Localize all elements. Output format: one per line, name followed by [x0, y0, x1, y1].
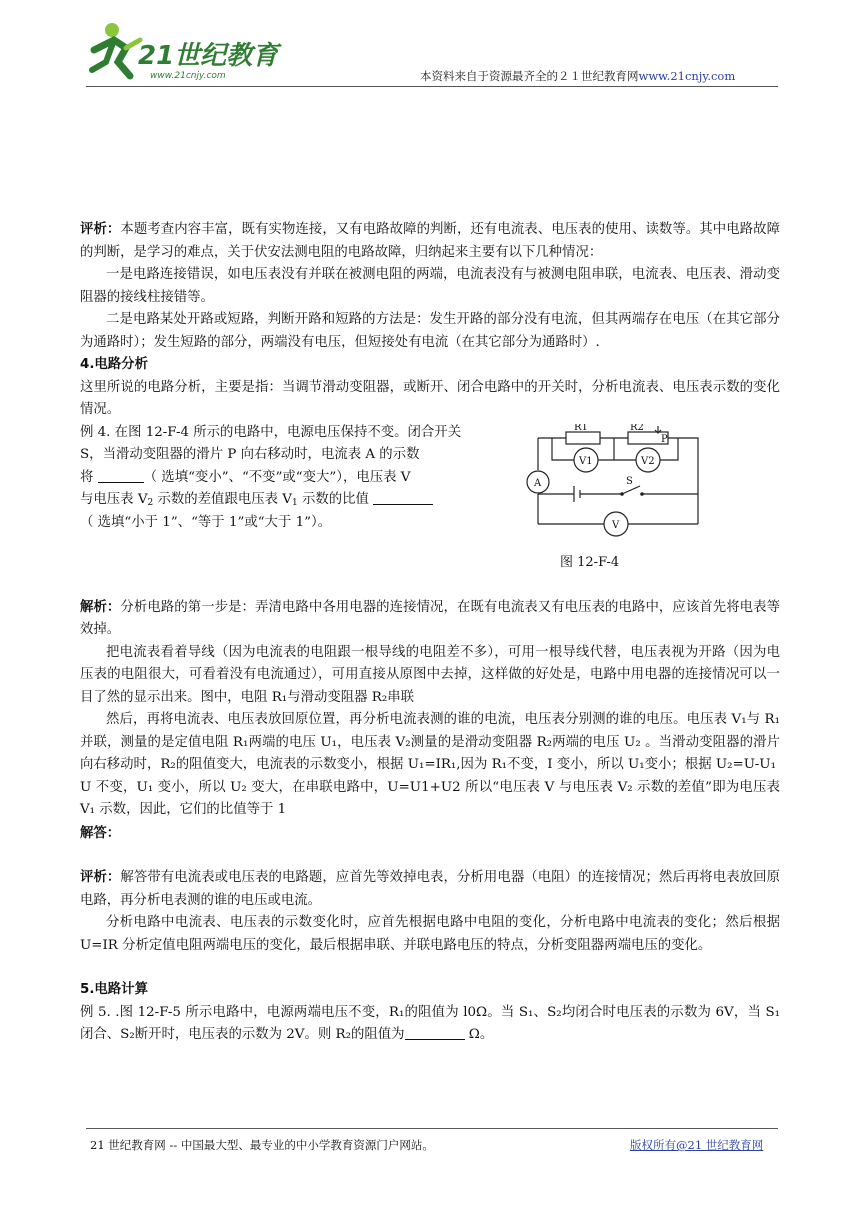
header-divider: [86, 86, 778, 87]
analysis-paragraph-4: U 不变，U₁ 变小，所以 U₂ 变大，在串联电路中，U=U1+U2 所以“电压表 V 与电压表 V₂ 示数的差值”即为电压表 V₁ 示数，因此，它们的比值等于 1: [80, 779, 780, 817]
label-a: A: [534, 477, 542, 489]
comment-paragraph-1: 评析：本题考查内容丰富，既有实物连接，又有电路故障的判断，还有电流表、电压表的使用、读数等。其中电路故障的判断，是学习的难点，关于伏安法测电阻的电路故障，归纳起来主要有以下几种情况：: [80, 221, 780, 260]
comment2-paragraph-1: 评析：解答带有电流表或电压表的电路题，应首先等效掉电表，分析用电器（电阻）的连接情况；然后再将电表放回原电路，再分析电表测的谁的电压或电流。: [80, 869, 780, 908]
footer-copyright-link[interactable]: 版权所有@21 世纪教育网: [630, 1138, 764, 1152]
example-5: 例 5. .图 12-F-5 所示电路中，电源两端电压不变，R₁的阻值为 l0Ω。当 S₁、S₂均闭合时电压表的示数为 6V，当 S₁闭合、S₂断开时，电压表的示数为 2V。则 R₂的阻值为 Ω。: [80, 1004, 780, 1042]
resistor-r1: [566, 432, 600, 444]
footer-text: 21 世纪教育网 -- 中国最大型、最专业的中小学教育资源门户网站。: [90, 1138, 434, 1152]
site-logo: [84, 18, 284, 88]
comment-paragraph-2: 一是电路连接错误，如电压表没有并联在被测电阻的两端，电流表没有与被测电阻串联，电流表、电压表、滑动变阻器的接线柱接错等。: [80, 267, 780, 305]
label-v: V: [612, 519, 620, 531]
analysis-paragraph-2: 把电流表看着导线（因为电流表的电阻跟一根导线的电阻差不多），可用一根导线代替，电压表视为开路（因为电压表的电阻很大，可看着没有电流通过），可用直接从原图中去掉，这样做的好处是，电路中用电器的连接情况可以一目了然的显示出来。图中，电阻 R₁与滑动变阻器 R₂串联: [80, 644, 780, 705]
example-4: [80, 422, 780, 574]
section-heading-5: 5.电路计算: [80, 982, 148, 997]
answer-blank-2[interactable]: [373, 490, 433, 505]
label-r2: R2: [630, 423, 644, 433]
label-v2: V2: [641, 455, 655, 467]
analysis-paragraph-3: 然后，再将电流表、电压表放回原位置，再分析电流表测的谁的电流，电压表分别测的谁的电压。电压表 V₁与 R₁并联，测量的是定值电阻 R₁两端的电压 U₁，电压表 V₂测量的是滑动变阻器 R₂两端的电压 U₂ 。当滑动变阻器的滑片向右移动时，R₂的阻值变大，电流表的示数变小，根据 U₁=IR₁,因为 R₁不变，I 变小，所以 U₁变小；根据 U₂=U-U₁: [80, 712, 780, 772]
logo-main: 21世纪教育: [138, 41, 279, 71]
header-note-name: ２１世纪教育网: [558, 69, 639, 83]
label-s: S: [626, 475, 633, 487]
label-r1: R1: [574, 423, 588, 433]
label-p: P: [661, 433, 668, 445]
example-4-text: 例 4. 在图 12-F-4 所示的电路中，电源电压保持不变。闭合开关 S，当滑动变阻器的滑片 P 向右移动时，电流表 A 的示数 将 （ 选填“变小”、“不变”或“变大”），电压表 V 与电压表 $V_2$ 示数的差值跟电压表 $V_1$ 示数的比值 （ 选填“小于 1”、“等于 1”或“大于 1”）。: [80, 424, 462, 530]
comment-paragraph-3: 二是电路某处开路或短路，判断开路和短路的方法是：发生开路的部分没有电流，但其两端存在电压（在其它部分为通路时）；发生短路的部分，两端没有电压，但短接处有电流（在其它部分为通路时）.: [80, 312, 780, 350]
logo-url: www.21cnjy.com: [150, 71, 226, 81]
answer-blank-1[interactable]: [98, 468, 144, 483]
circuit-diagram: [518, 424, 758, 548]
header-note-prefix: 本资料来自于资源最齐全的: [420, 69, 558, 83]
answer-blank-3[interactable]: [405, 1025, 465, 1040]
runner-logo-icon: [84, 18, 284, 88]
comment-label: 评析：: [80, 221, 121, 237]
document-body: [80, 218, 780, 1047]
answer-label: 解答：: [80, 824, 121, 841]
label-v1: V1: [579, 455, 593, 467]
section-4-intro: 这里所说的电路分析，主要是指：当调节滑动变阻器，或断开、闭合电路中的开关时，分析电流表、电压表示数的变化情况。: [80, 379, 780, 417]
header-note: [420, 68, 735, 84]
figure-caption: 图 12-F-4: [560, 554, 620, 570]
analysis-paragraph-1: 解析：分析电路的第一步是：弄清电路中各用电器的连接情况，在既有电流表又有电压表的电路中，应该首先将电表等效掉。: [80, 598, 780, 637]
comment2-paragraph-2: 分析电路中电流表、电压表的示数变化时，应首先根据电路中电阻的变化，分析电路中电流表的变化；然后根据 U=IR 分析定值电阻两端电压的变化，最后根据串联、并联电路电压的特点，分析变阻器两端电压的变化。: [80, 915, 780, 953]
section-heading-4: 4.电路分析: [80, 357, 148, 372]
header-site-link[interactable]: www.21cnjy.com: [638, 69, 736, 83]
footer-divider: [86, 1128, 778, 1129]
